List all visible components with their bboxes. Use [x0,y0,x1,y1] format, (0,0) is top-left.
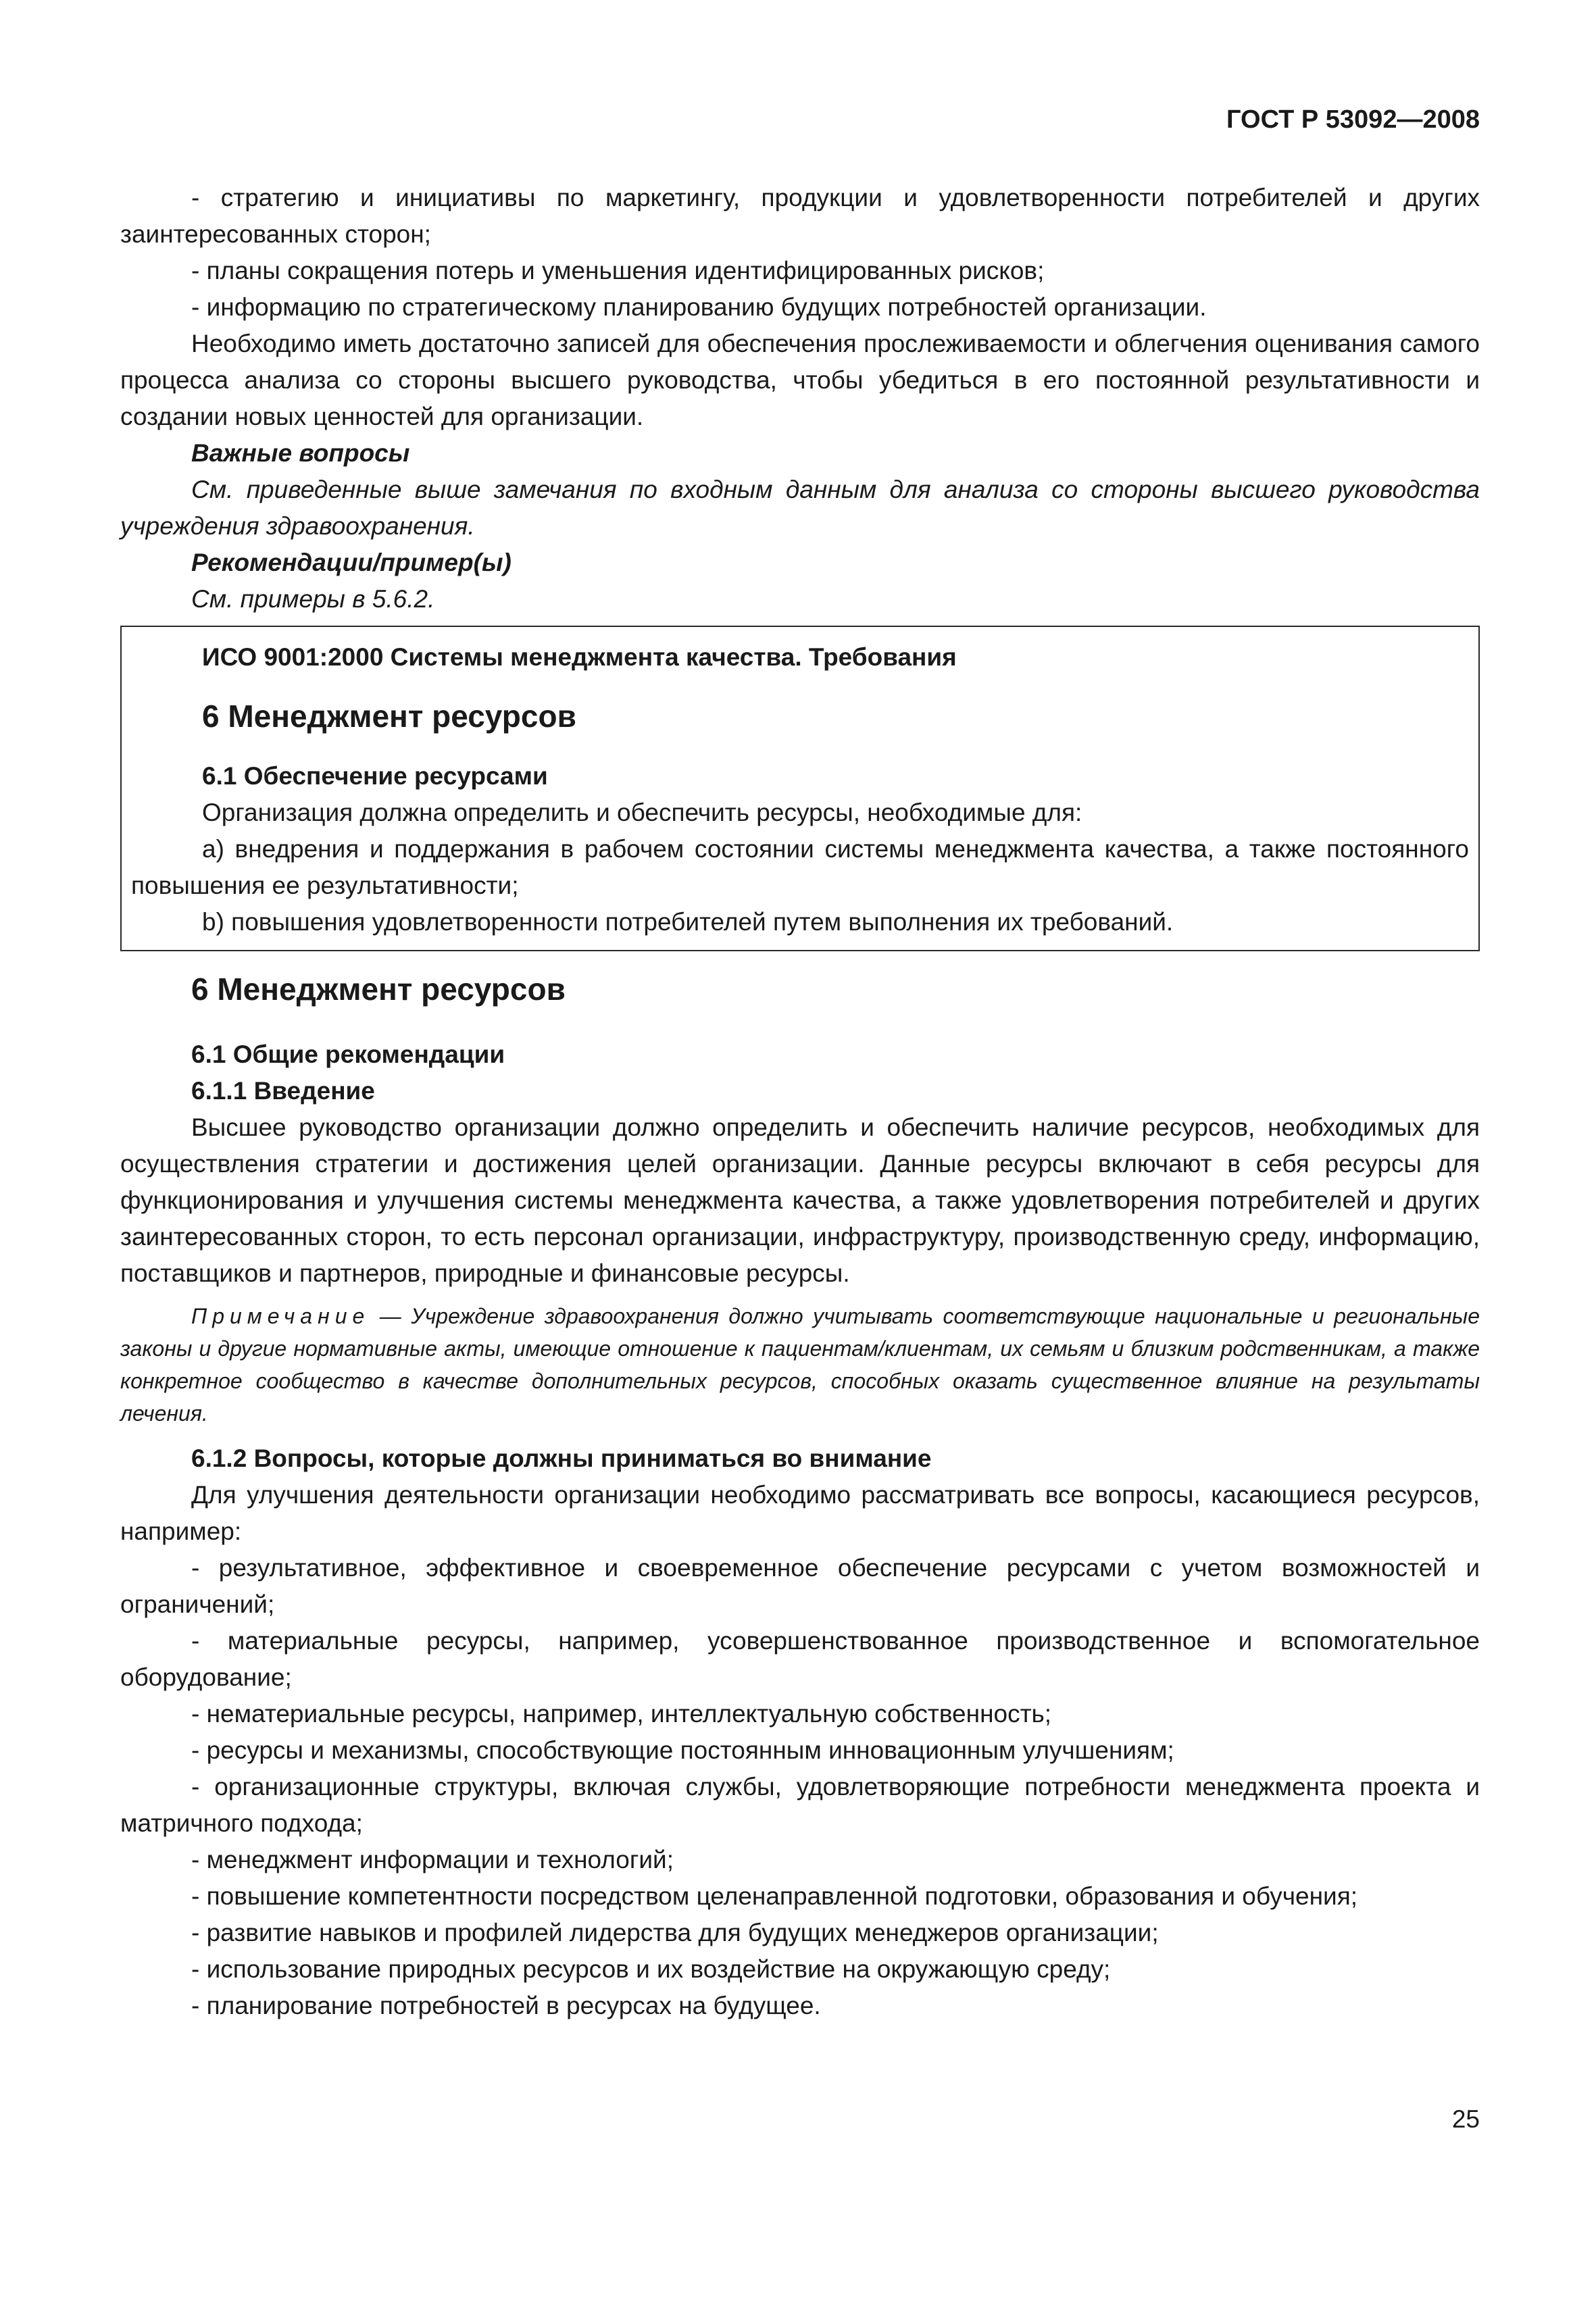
subsection-6-1-1-text: Высшее руководство организации должно определить и обеспечить наличие ресурсов, необходимых для осуществления стратегии и достижения целей организации. Данные ресурсы включают в себя ресурсы для функционирования и улучшения системы менеджмента качества, а также удовлетворения потребителей и других заинтересованных сторон, то есть персонал организации, инфраструктуру, производственную среду, информацию, поставщиков и партнеров, природные и финансовые ресурсы. [120,1113,1480,1287]
intro-item-3: - информацию по стратегическому планированию будущих потребностей организации. [191,293,1207,321]
iso-box-title: ИСО 9001:2000 Системы менеджмента качества. Требования [202,643,957,671]
list-item: - организационные структуры, включая службы, удовлетворяющие потребности менеджмента проекта и матричного подхода; [120,1773,1480,1837]
note-text: — Учреждение здравоохранения должно учитывать соответствующие национальные и региональные законы и другие нормативные акты, имеющие отношение к пациентам/клиентам, их семьям и близким родственникам, а также конкретное сообщество в качестве дополнительных ресурсов, способных оказать существенное влияние на результаты лечения. [120,1304,1480,1426]
recommendations-heading: Рекомендации/пример(ы) [191,549,512,576]
iso-item-b: b) повышения удовлетворенности потребителей путем выполнения их требований. [202,908,1174,936]
subsection-6-1-2-lead: Для улучшения деятельности организации необходимо рассматривать все вопросы, касающиеся ресурсов, например: [120,1481,1480,1545]
note-label: Примечание [191,1304,370,1328]
iso-lead-text: Организация должна определить и обеспечить ресурсы, необходимые для: [202,799,1082,826]
iso-subsection-title: 6.1 Обеспечение ресурсами [202,762,548,790]
document-code-header: ГОСТ Р 53092—2008 [1226,105,1480,134]
intro-item-1: - стратегию и инициативы по маркетингу, продукции и удовлетворенности потребителей и других заинтересованных сторон; [120,184,1480,248]
intro-paragraph: Необходимо иметь достаточно записей для обеспечения прослеживаемости и облегчения оценивания самого процесса анализа со стороны высшего руководства, чтобы убедиться в его постоянной результативности и создании новых ценностей для организации. [120,330,1480,430]
page-number: 25 [1451,2105,1480,2133]
list-item: - ресурсы и механизмы, способствующие постоянным инновационным улучшениям; [191,1736,1174,1764]
list-item: - развитие навыков и профилей лидерства для будущих менеджеров организации; [191,1919,1159,1946]
list-item: - нематериальные ресурсы, например, интеллектуальную собственность; [191,1700,1052,1728]
important-questions-text: См. приведенные выше замечания по входным данным для анализа со стороны высшего руководства учреждения здравоохранения. [120,476,1480,540]
iso-requirements-box [120,626,1480,951]
list-item: - менеджмент информации и технологий; [191,1846,674,1873]
intro-item-2: - планы сокращения потерь и уменьшения идентифицированных рисков; [191,257,1045,284]
document-page [120,101,1480,2024]
recommendations-text: См. примеры в 5.6.2. [191,585,435,613]
iso-item-a: a) внедрения и поддержания в рабочем состоянии системы менеджмента качества, а также постоянного повышения ее результативности; [131,835,1469,899]
important-questions-heading: Важные вопросы [191,439,410,467]
subsection-6-1-1-title: 6.1.1 Введение [191,1077,375,1105]
list-item: - планирование потребностей в ресурсах на будущее. [191,1992,821,2019]
list-item: - повышение компетентности посредством целенаправленной подготовки, образования и обучения; [191,1882,1358,1910]
subsection-6-1-title: 6.1 Общие рекомендации [191,1040,505,1068]
list-item: - результативное, эффективное и своевременное обеспечение ресурсами с учетом возможностей и ограничений; [120,1554,1480,1618]
section-6-title: 6 Менеджмент ресурсов [191,972,566,1007]
list-item: - использование природных ресурсов и их воздействие на окружающую среду; [191,1955,1111,1983]
subsection-6-1-2-title: 6.1.2 Вопросы, которые должны приниматься во внимание [191,1444,932,1472]
iso-section-title: 6 Менеджмент ресурсов [202,699,576,734]
note-block [120,1300,1480,1430]
list-item: - материальные ресурсы, например, усовершенствованное производственное и вспомогательное оборудование; [120,1627,1480,1691]
